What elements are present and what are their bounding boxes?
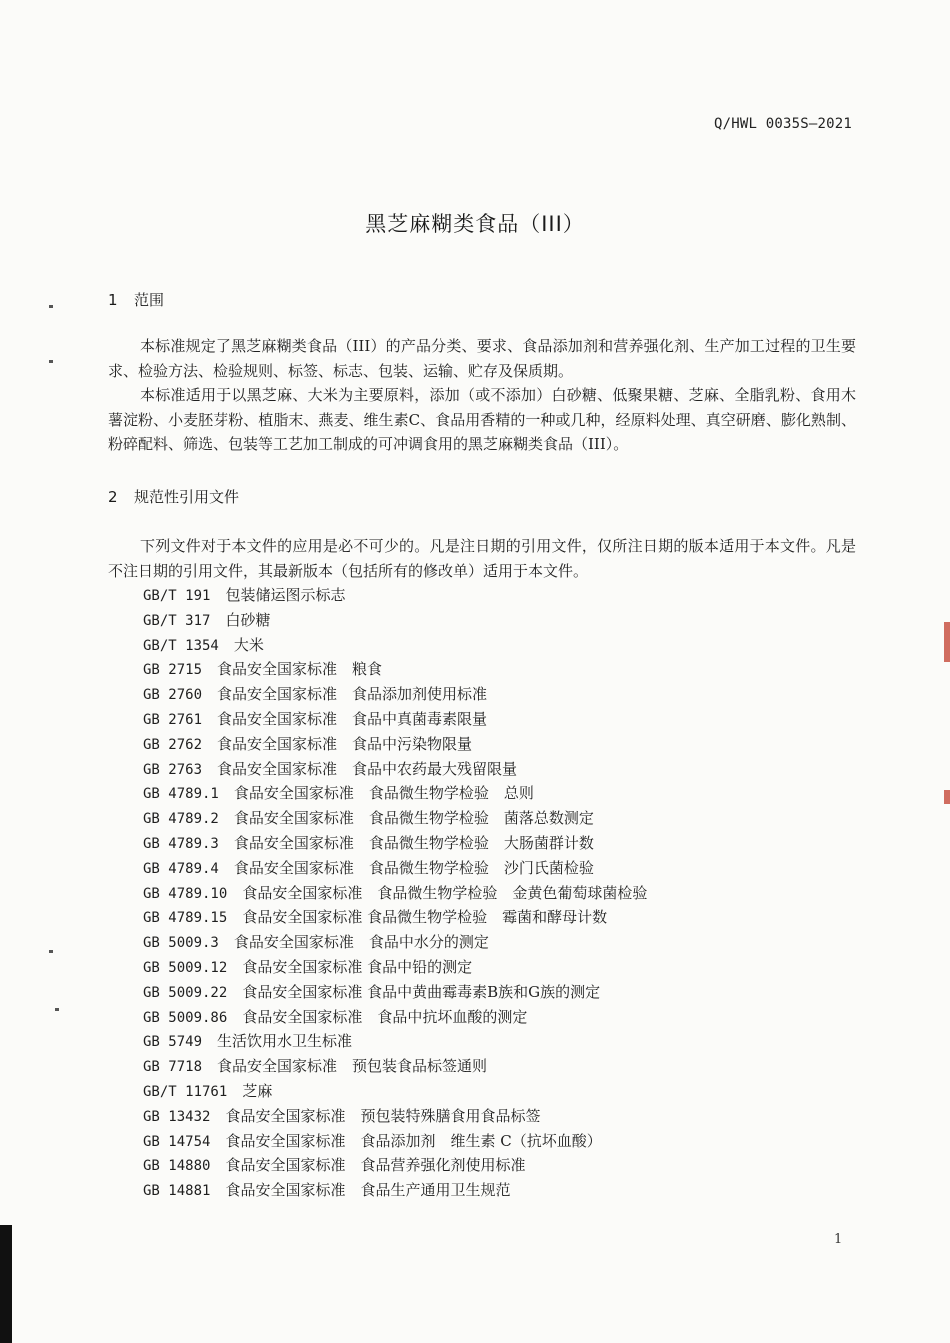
reference-separator	[227, 908, 242, 926]
reference-item	[143, 707, 647, 732]
reference-code: GB 5749	[143, 1034, 203, 1051]
reference-separator	[227, 958, 242, 976]
reference-title: 食品安全国家标准 预包装食品标签通则	[217, 1057, 488, 1076]
reference-item	[143, 682, 647, 707]
reference-title: 食品安全国家标准 食品微生物学检验 大肠菌群计数	[233, 833, 594, 852]
reference-title: 食品安全国家标准 食品中铅的测定	[242, 957, 473, 976]
reference-item	[143, 955, 647, 980]
reference-title: 食品安全国家标准 食品微生物学检验 霉菌和酵母计数	[242, 908, 608, 927]
reference-title: 食品安全国家标准 食品微生物学检验 沙门氏菌检验	[233, 858, 594, 877]
reference-separator	[227, 1008, 242, 1026]
reference-separator	[202, 735, 217, 753]
reference-title: 生活饮用水卫生标准	[217, 1032, 353, 1051]
reference-code: GB 4789.1	[143, 786, 219, 803]
section-heading-scope	[108, 289, 164, 310]
section-number: 2	[108, 488, 118, 506]
reference-code: GB 5009.22	[143, 984, 228, 1001]
reference-item	[143, 757, 647, 782]
reference-separator	[210, 586, 225, 604]
reference-title: 芝麻	[242, 1081, 273, 1100]
reference-item	[143, 781, 647, 806]
reference-separator	[227, 884, 242, 902]
reference-title: 食品安全国家标准 食品添加剂 维生素 C（抗坏血酸）	[225, 1131, 602, 1150]
scan-edge-shadow	[0, 1225, 12, 1343]
reference-code: GB 5009.3	[143, 935, 219, 952]
reference-code: GB 4789.2	[143, 811, 219, 828]
reference-item	[143, 1005, 647, 1030]
reference-code: GB 2763	[143, 761, 203, 778]
reference-item	[143, 633, 647, 658]
reference-code: GB 2761	[143, 711, 203, 728]
reference-title: 食品安全国家标准 食品中黄曲霉毒素B族和G族的测定	[242, 982, 601, 1001]
reference-code: GB 5009.12	[143, 959, 228, 976]
reference-code: GB/T 191	[143, 588, 211, 604]
reference-item	[143, 583, 647, 608]
reference-code: GB/T 11761	[143, 1083, 228, 1100]
reference-separator	[210, 1156, 225, 1174]
reference-title: 食品安全国家标准 粮食	[217, 660, 383, 679]
reference-separator	[219, 933, 234, 951]
scan-speck	[49, 360, 53, 363]
reference-code: GB 4789.4	[143, 860, 219, 877]
reference-title: 食品安全国家标准 食品微生物学检验 金黄色葡萄球菌检验	[242, 883, 648, 902]
reference-code: GB 5009.86	[143, 1009, 228, 1026]
section-number: 1	[108, 291, 118, 309]
scan-speck	[49, 305, 53, 308]
reference-title: 食品安全国家标准 预包装特殊膳食用食品标签	[225, 1106, 541, 1125]
reference-item	[143, 1178, 647, 1203]
reference-item	[143, 1079, 647, 1104]
scan-edge-mark	[944, 790, 950, 804]
reference-separator	[210, 1132, 225, 1150]
reference-item	[143, 806, 647, 831]
reference-title: 食品安全国家标准 食品中污染物限量	[217, 734, 473, 753]
reference-separator	[210, 1107, 225, 1125]
reference-title: 食品安全国家标准 食品中真菌毒素限量	[217, 709, 488, 728]
page-number: 1	[834, 1232, 843, 1247]
reference-separator	[219, 859, 234, 877]
reference-separator	[202, 660, 217, 678]
reference-item	[143, 1104, 647, 1129]
reference-separator	[219, 809, 234, 827]
reference-title: 食品安全国家标准 食品中水分的测定	[233, 933, 489, 952]
reference-title: 食品安全国家标准 食品微生物学检验 菌落总数测定	[233, 809, 594, 828]
reference-code: GB 14754	[143, 1133, 211, 1150]
reference-item	[143, 905, 647, 930]
reference-item	[143, 608, 647, 633]
reference-code: GB 7718	[143, 1059, 203, 1076]
section-heading-normative-references	[108, 486, 239, 507]
reference-code: GB 2762	[143, 736, 203, 753]
scope-paragraph-1: 本标准规定了黑芝麻糊类食品（III）的产品分类、要求、食品添加剂和营养强化剂、生产加工过程的卫生要求、检验方法、检验规则、标签、标志、包装、运输、贮存及保质期。	[108, 337, 856, 380]
section-title: 规范性引用文件	[134, 488, 240, 506]
references-intro-paragraph: 下列文件对于本文件的应用是必不可少的。凡是注日期的引用文件，仅所注日期的版本适用于本文件。凡是不注日期的引用文件，其最新版本（包括所有的修改单）适用于本文件。	[108, 537, 856, 580]
reference-title: 食品安全国家标准 食品添加剂使用标准	[217, 685, 488, 704]
reference-separator	[202, 760, 217, 778]
reference-separator	[210, 611, 225, 629]
reference-code: GB 13432	[143, 1108, 211, 1125]
reference-item	[143, 657, 647, 682]
reference-item	[143, 1029, 647, 1054]
reference-title: 食品安全国家标准 食品生产通用卫生规范	[225, 1181, 511, 1200]
reference-list	[143, 583, 647, 1203]
reference-separator	[219, 636, 234, 654]
scan-speck	[49, 950, 53, 953]
reference-title: 食品安全国家标准 食品微生物学检验 总则	[233, 784, 534, 803]
reference-item	[143, 1129, 647, 1154]
reference-title: 食品安全国家标准 食品中农药最大残留限量	[217, 759, 518, 778]
document-title: 黑芝麻糊类食品（III）	[365, 212, 585, 236]
reference-item	[143, 980, 647, 1005]
reference-title: 大米	[233, 635, 264, 654]
scan-speck	[55, 1008, 59, 1011]
reference-item	[143, 732, 647, 757]
reference-separator	[219, 784, 234, 802]
reference-separator	[202, 685, 217, 703]
reference-title: 白砂糖	[225, 610, 271, 629]
reference-code: GB 2715	[143, 662, 203, 679]
reference-code: GB/T 317	[143, 612, 211, 629]
reference-code: GB 4789.15	[143, 910, 228, 927]
reference-code: GB/T 1354	[143, 637, 219, 654]
reference-title: 食品安全国家标准 食品中抗坏血酸的测定	[242, 1007, 528, 1026]
reference-code: GB 2760	[143, 687, 203, 704]
reference-item	[143, 930, 647, 955]
reference-code: GB 4789.3	[143, 835, 219, 852]
scan-edge-mark	[944, 622, 950, 662]
reference-item	[143, 1054, 647, 1079]
reference-item	[143, 881, 647, 906]
reference-separator	[202, 1057, 217, 1075]
reference-separator	[202, 710, 217, 728]
reference-separator	[227, 1082, 242, 1100]
document-code: Q/HWL 0035S—2021	[713, 116, 852, 132]
reference-item	[143, 831, 647, 856]
reference-title: 包装储运图示标志	[225, 586, 346, 604]
reference-code: GB 14880	[143, 1158, 211, 1175]
scope-paragraph-2: 本标准适用于以黑芝麻、大米为主要原料，添加（或不添加）白砂糖、低聚果糖、芝麻、全脂乳粉、食用木薯淀粉、小麦胚芽粉、植脂末、燕麦、维生素C、食品用香精的一种或几种，经原料处理、真空研磨、膨化熟制、粉碎配料、筛选、包装等工艺加工制成的可冲调食用的黑芝麻糊类食品（III）。	[108, 386, 856, 453]
reference-code: GB 14881	[143, 1183, 211, 1200]
reference-code: GB 4789.10	[143, 885, 228, 902]
reference-separator	[202, 1032, 217, 1050]
reference-item	[143, 1153, 647, 1178]
reference-title: 食品安全国家标准 食品营养强化剂使用标准	[225, 1156, 526, 1175]
section-title: 范围	[134, 291, 165, 309]
reference-separator	[210, 1181, 225, 1199]
reference-item	[143, 856, 647, 881]
reference-separator	[227, 983, 242, 1001]
reference-separator	[219, 834, 234, 852]
